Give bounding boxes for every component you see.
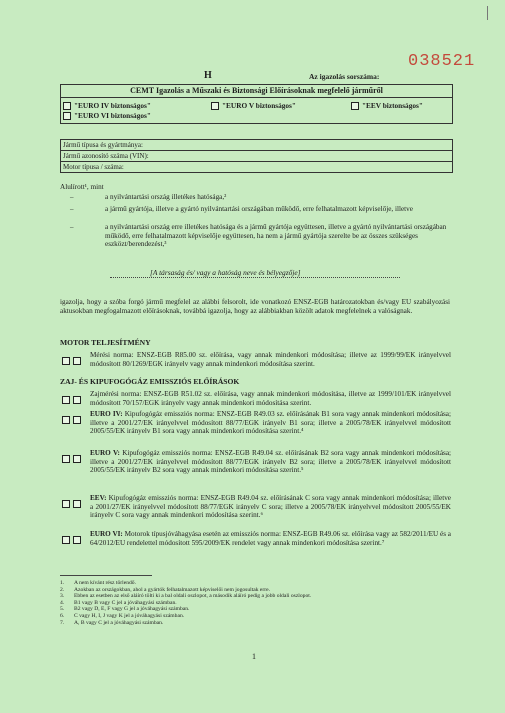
checkbox-icon[interactable] <box>73 455 81 463</box>
footnote-separator <box>60 575 152 576</box>
footnote: 2. Azokban az országokban, ahol a gyártók felhatalmazott képviselői nem jogosultak erre. <box>60 586 271 593</box>
checkbox-icon[interactable] <box>73 416 81 424</box>
checkbox-icon <box>211 102 219 110</box>
certify-text: igazolja, hogy a szóba forgó jármű megfelel az alábbi felsorolt, ide vonatkozó ENSZ-EGB határozatokban és/vagy EU szabályozási aktusokban megfogalmazott előírásoknak, továbbá igazolja, hogy az alábbiakban közölt adatok megfelelnek a valóságnak. <box>60 298 450 315</box>
engine-type-row[interactable]: Motor típusa / száma: <box>63 163 124 171</box>
emission-checkboxes[interactable] <box>62 495 88 513</box>
euro-vi-item: EURO VI: Motorok típusjóváhagyása esetén az emissziós norma: ENSZ-EGB R49.06 sz. előírása vagy az 582/2011/EU és a 64/2012/EU rendelettel módosított 595/2009/EK rendelet vagy annak mindenkori módosítása szerint.⁷ <box>90 530 451 547</box>
checkbox-icon[interactable] <box>73 536 81 544</box>
footnote: 3. Ebben az esetben az első aláíró tölti ki a bal oldali oszlopot, a második aláíró pedig a jobb oldali oszlopot. <box>60 593 312 600</box>
checkbox-icon <box>63 112 71 120</box>
motor-checkboxes[interactable] <box>62 352 88 370</box>
emission-checkboxes[interactable] <box>62 411 88 429</box>
checkbox-icon[interactable] <box>62 536 70 544</box>
vehicle-vin-row[interactable]: Jármű azonosító száma (VIN): <box>61 151 452 162</box>
header-letter: H <box>204 70 212 81</box>
motor-text: Mérési norma: ENSZ-EGB R85.00 sz. előírása, vagy annak mindenkori módosítása; illetve az 1999/99/EK irányelvvel módosított 80/1269/EGK irányelv vagy annak mindenkori módosítása szerint. <box>90 351 451 368</box>
noise-item: Zajmérési norma: ENSZ-EGB R51.02 sz. előírása, vagy annak mindenkori módosítása, illetve az 1999/101/EK irányelvvel módosított 70/157/EGK irányelv vagy annak mindenkori módosítása szerint. <box>90 390 451 407</box>
dash: – <box>70 205 74 213</box>
checkbox-icon <box>351 102 359 110</box>
dash: – <box>70 193 74 201</box>
signer-intro: Alulírott¹, mint <box>60 183 104 191</box>
stamp-placeholder: [A társaság és/ vagy a hatóság neve és bélyegzője] <box>150 268 301 277</box>
footnote: 4. B1 vagy B vagy C jel a jóváhagyási számban. <box>60 599 177 606</box>
eev-item: EEV: Kipufogógáz emissziós norma: ENSZ-EGB R49.04 sz. előírásának C sora vagy annak mindenkori módosítása; illetve a 2001/27/EK irányelvvel módosított 88/77/EGK irányelv C sora; illetve a 2005/78/EK irányelvvel módosított 2005/55/EK irányelv C sora vagy annak mindenkori módosítása szerint.⁶ <box>90 494 451 520</box>
option-euro-v[interactable]: "EURO V biztonságos" <box>211 101 296 110</box>
serial-label: Az igazolás sorszáma: <box>309 72 380 81</box>
serial-number: 038521 <box>408 52 476 71</box>
footnote: 6. C vagy H, I, J vagy K jel a jóváhagyási számban. <box>60 612 185 619</box>
checkbox-icon[interactable] <box>73 500 81 508</box>
motor-heading: MOTOR TELJESÍTMÉNY <box>60 338 151 347</box>
euro-iv-item: EURO IV: Kipufogógáz emissziós norma: ENSZ-EGB R49.03 sz. előírásának B1 sora vagy annak mindenkori módosítása; illetve a 2001/27/EK irányelvvel módosított 88/77/EGK irányelv B1 sora; illetve a 2005/78/EK irányelvvel módosított 2005/55/EK irányelv B1 sora vagy annak mindenkori módosítása szerint.⁴ <box>90 410 451 436</box>
signer-item: a nyilvántartási ország erre illetékes hatósága és a jármű gyártója együttesen, illetve a gyártó nyilvántartási országában működő, erre felhatalmazott képviselője együttesen, ha nem a jármű gyártója szerelte be az összes szükséges eszközt/berendezést,³ <box>105 223 447 249</box>
certificate-header-box <box>60 84 453 124</box>
dash: – <box>70 223 74 231</box>
option-euro-vi[interactable]: "EURO VI biztonságos" <box>63 111 151 120</box>
emission-checkboxes[interactable] <box>62 450 88 468</box>
footnote: 5. B2 vagy D, E, F vagy G jel a jóváhagyási számban. <box>60 606 190 613</box>
stamp-line <box>110 277 400 278</box>
checkbox-icon[interactable] <box>62 455 70 463</box>
emission-heading: ZAJ- ÉS KIPUFOGÓGÁZ EMISSZIÓS ELŐÍRÁSOK <box>60 377 240 386</box>
checkbox-icon[interactable] <box>73 396 81 404</box>
checkbox-icon[interactable] <box>62 416 70 424</box>
emission-checkboxes[interactable] <box>62 531 88 549</box>
signer-item: a nyilvántartási ország illetékes hatósága,² <box>105 193 227 201</box>
corner-mark <box>487 6 494 20</box>
euro-v-item: EURO V: Kipufogógáz emissziós norma: ENSZ-EGB R49.04 sz. előírásának B2 sora vagy annak mindenkori módosítása; illetve a 2001/27/EK irányelvvel módosított 88/77/EGK irányelv B2 sora; illetve a 2005/78/EK irányelvvel módosított 2005/55/EK irányelv B2 sora vagy annak mindenkori módosítása szerint.⁵ <box>90 449 452 475</box>
footnote: 7. A, B vagy C jel a jóváhagyási számban. <box>60 619 164 626</box>
checkbox-icon <box>63 102 71 110</box>
checkbox-icon[interactable] <box>73 357 81 365</box>
certificate-title: CEMT Igazolás a Műszaki és Biztonsági Előírásoknak megfelelő járműről <box>61 85 452 98</box>
vehicle-type-row[interactable]: Jármű típusa és gyártmánya: <box>61 140 452 151</box>
checkbox-icon[interactable] <box>62 396 70 404</box>
checkbox-icon[interactable] <box>62 500 70 508</box>
footnote: 1. A nem kívánt rész törlendő. <box>60 580 136 586</box>
option-eev[interactable]: "EEV biztonságos" <box>351 101 423 110</box>
checkbox-icon[interactable] <box>62 357 70 365</box>
vehicle-table <box>60 139 453 173</box>
emission-checkboxes[interactable] <box>62 391 88 409</box>
footnotes <box>60 580 390 626</box>
signer-item: a jármű gyártója, illetve a gyártó nyilvántartási országában működő, erre felhatalmazott képviselője, illetve <box>105 205 413 213</box>
page-number: 1 <box>252 652 256 661</box>
option-euro-iv[interactable]: "EURO IV biztonságos" <box>63 101 151 110</box>
